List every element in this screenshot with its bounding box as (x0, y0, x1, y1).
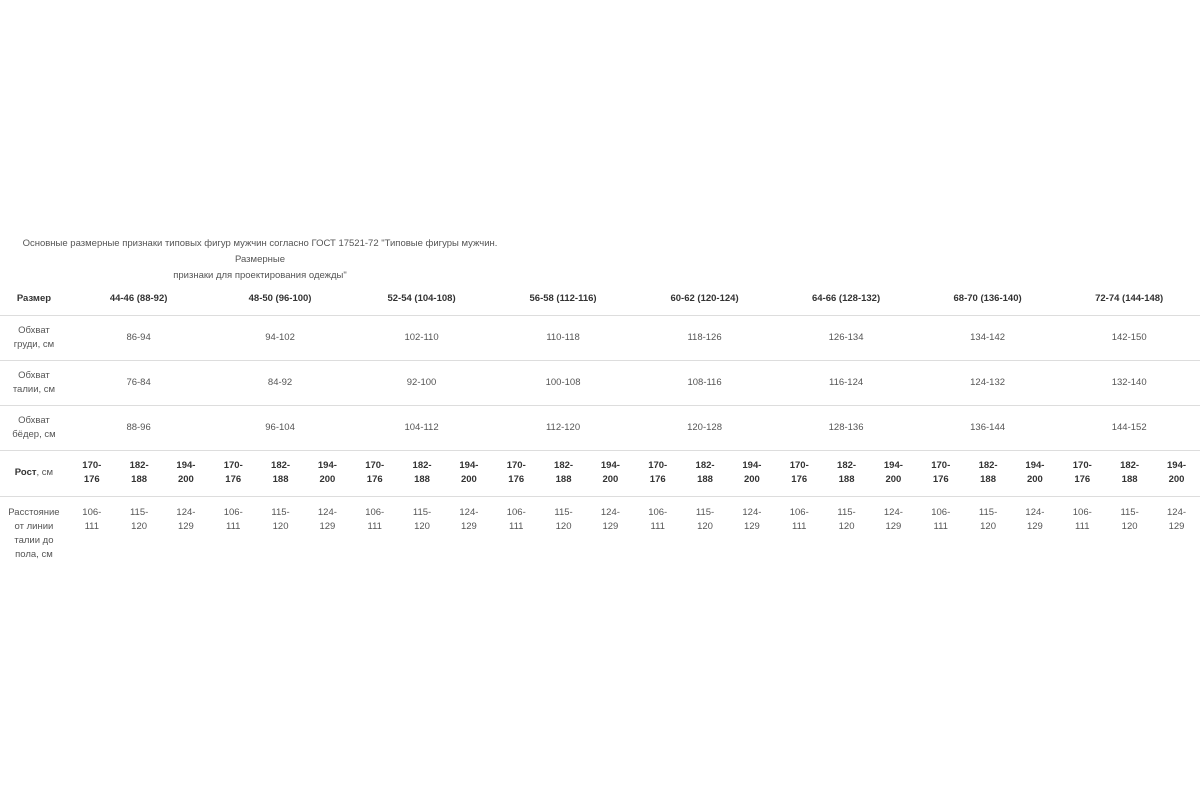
distance-cell-from: 124- (1025, 506, 1045, 518)
height-cell-from: 182- (978, 460, 998, 471)
distance-cell-to: 129 (460, 520, 477, 532)
distance-cell (492, 496, 540, 562)
height-cell-to: 188 (555, 474, 572, 485)
distance-cell-to: 120 (697, 520, 713, 532)
distance-cell-to: 120 (555, 520, 572, 532)
height-cell-to: 200 (319, 474, 336, 485)
height-cell-to: 188 (697, 474, 713, 485)
measurement-cell: 128-136 (775, 405, 917, 450)
distance-cell-from: 115- (271, 506, 290, 518)
distance-cell-to: 129 (177, 520, 194, 532)
size-header-cell: 72-74 (144-148) (1058, 283, 1200, 315)
distance-cell-to: 120 (980, 520, 996, 532)
distance-cell (870, 496, 917, 562)
distance-cell (1106, 496, 1153, 562)
distance-cell-to: 111 (84, 520, 100, 532)
measurement-cell: 112-120 (492, 405, 633, 450)
measurement-row (0, 360, 1200, 405)
height-cell (775, 450, 823, 496)
distance-cell (634, 496, 682, 562)
distance-cell-from: 124- (459, 506, 479, 518)
size-header-label: Размер (0, 283, 68, 315)
measurement-cell: 132-140 (1058, 360, 1200, 405)
distance-cell-to: 111 (792, 520, 807, 532)
distance-cell-to: 111 (226, 520, 241, 532)
size-header-cell: 68-70 (136-140) (917, 283, 1059, 315)
distance-cell (587, 496, 634, 562)
distance-cell-to: 129 (1026, 520, 1043, 532)
height-cell-to: 200 (743, 474, 760, 485)
height-cell-from: 194- (459, 460, 479, 471)
measurement-cell: 104-112 (351, 405, 493, 450)
distance-cell (445, 496, 492, 562)
measurement-label (0, 315, 68, 360)
distance-cell-to: 111 (509, 520, 524, 532)
height-cell-to: 200 (460, 474, 477, 485)
measurement-cell: 118-126 (634, 315, 776, 360)
distance-cell (68, 496, 116, 562)
height-label-unit: , см (36, 467, 54, 478)
height-cell-from: 170- (365, 460, 385, 471)
height-cell-from: 170- (82, 460, 102, 471)
distance-cell-to: 129 (602, 520, 619, 532)
distance-cell-to: 111 (650, 520, 665, 532)
measurement-cell: 88-96 (68, 405, 209, 450)
distance-cell-from: 115- (695, 506, 715, 518)
height-cell-to: 188 (980, 474, 996, 485)
distance-cell-from: 106- (789, 506, 809, 518)
distance-cell-to: 111 (1075, 520, 1090, 532)
height-cell-to: 176 (791, 474, 808, 485)
distance-cell-to: 120 (272, 520, 289, 532)
height-cell (587, 450, 634, 496)
distance-row (0, 496, 1200, 562)
distance-cell (257, 496, 304, 562)
measurement-cell: 120-128 (634, 405, 776, 450)
distance-cell-from: 106- (1072, 506, 1092, 518)
measurement-cell: 108-116 (634, 360, 776, 405)
distance-cell-from: 115- (554, 506, 573, 518)
height-cell (399, 450, 446, 496)
distance-cell-from: 115- (412, 506, 432, 518)
height-cell (540, 450, 587, 496)
size-table (0, 283, 1200, 562)
distance-cell (1058, 496, 1106, 562)
size-header-cell: 60-62 (120-124) (634, 283, 776, 315)
height-label (0, 450, 68, 496)
measurement-label-line2: бёдер, см (12, 428, 56, 440)
height-cell-from: 170- (789, 460, 809, 471)
distance-cell-from: 124- (883, 506, 903, 518)
height-cell-from: 194- (600, 460, 620, 471)
height-cell-to: 176 (366, 474, 383, 485)
distance-cell-from: 124- (317, 506, 337, 518)
distance-cell-from: 115- (129, 506, 149, 518)
measurement-cell: 76-84 (68, 360, 209, 405)
height-cell (492, 450, 540, 496)
size-header-cell: 48-50 (96-100) (209, 283, 350, 315)
height-cell (163, 450, 210, 496)
height-cell-to: 176 (508, 474, 525, 485)
measurement-label (0, 360, 68, 405)
measurement-cell: 110-118 (492, 315, 633, 360)
height-cell-to: 188 (1121, 474, 1138, 485)
height-cell-to: 176 (225, 474, 242, 485)
height-cell (304, 450, 351, 496)
height-cell-from: 170- (931, 460, 951, 471)
measurement-cell: 86-94 (68, 315, 209, 360)
distance-cell (1012, 496, 1059, 562)
height-cell-to: 188 (131, 474, 148, 485)
height-cell-from: 194- (883, 460, 903, 471)
height-cell (870, 450, 917, 496)
height-cell (351, 450, 399, 496)
distance-cell-from: 124- (176, 506, 196, 518)
height-cell-from: 182- (837, 460, 857, 471)
height-cell-from: 194- (317, 460, 337, 471)
measurement-label (0, 405, 68, 450)
measurement-cell: 136-144 (917, 405, 1059, 450)
measurement-cell: 96-104 (209, 405, 350, 450)
measurement-cell: 144-152 (1058, 405, 1200, 450)
measurement-label-line1: Обхват (18, 369, 50, 381)
height-cell-from: 170- (648, 460, 668, 471)
measurement-label-line2: талии, см (12, 383, 56, 395)
distance-cell-to: 129 (743, 520, 760, 532)
height-cell (917, 450, 965, 496)
height-cell-from: 182- (695, 460, 715, 471)
height-cell (116, 450, 163, 496)
distance-cell-from: 124- (742, 506, 762, 518)
distance-label-line: от линии (14, 520, 54, 532)
height-cell (445, 450, 492, 496)
measurement-row (0, 315, 1200, 360)
distance-label-line: Расстояние (8, 506, 60, 518)
distance-cell (965, 496, 1012, 562)
distance-cell-to: 120 (414, 520, 430, 532)
height-cell (728, 450, 775, 496)
distance-cell-from: 115- (1120, 506, 1139, 518)
distance-cell-to: 129 (319, 520, 336, 532)
height-cell (823, 450, 870, 496)
height-cell (209, 450, 257, 496)
height-cell-to: 200 (1168, 474, 1185, 485)
height-cell-to: 188 (838, 474, 855, 485)
measurement-cell: 102-110 (351, 315, 493, 360)
distance-cell-to: 111 (933, 520, 948, 532)
distance-cell (304, 496, 351, 562)
height-cell (634, 450, 682, 496)
distance-cell-from: 106- (82, 506, 102, 518)
distance-cell-from: 106- (648, 506, 668, 518)
measurement-cell: 124-132 (917, 360, 1059, 405)
distance-cell-from: 124- (600, 506, 620, 518)
distance-label (0, 496, 68, 562)
distance-cell-from: 115- (978, 506, 998, 518)
table-caption (0, 236, 520, 284)
size-header-cell: 52-54 (104-108) (351, 283, 493, 315)
height-cell (965, 450, 1012, 496)
measurement-cell: 84-92 (209, 360, 350, 405)
measurement-cell: 92-100 (351, 360, 493, 405)
distance-cell-to: 120 (1121, 520, 1138, 532)
distance-cell-from: 106- (365, 506, 385, 518)
height-cell (68, 450, 116, 496)
distance-cell-from: 106- (223, 506, 243, 518)
distance-cell-to: 120 (838, 520, 855, 532)
height-cell-to: 200 (602, 474, 619, 485)
height-cell (1153, 450, 1200, 496)
height-cell-from: 182- (554, 460, 574, 471)
height-cell-from: 170- (223, 460, 243, 471)
distance-cell-to: 129 (885, 520, 902, 532)
measurement-row (0, 405, 1200, 450)
height-cell-from: 182- (129, 460, 149, 471)
height-cell-to: 188 (272, 474, 289, 485)
distance-cell-to: 111 (367, 520, 382, 532)
measurement-cell: 94-102 (209, 315, 350, 360)
height-cell-to: 176 (932, 474, 949, 485)
measurement-label-line2: груди, см (13, 338, 55, 350)
height-cell-from: 182- (1120, 460, 1140, 471)
distance-cell-from: 124- (1167, 506, 1187, 518)
height-cell (1058, 450, 1106, 496)
height-cell-from: 182- (412, 460, 432, 471)
distance-cell-from: 115- (837, 506, 856, 518)
measurement-cell: 134-142 (917, 315, 1059, 360)
distance-cell (351, 496, 399, 562)
distance-cell (163, 496, 210, 562)
height-cell-to: 200 (885, 474, 902, 485)
distance-cell (917, 496, 965, 562)
height-cell-from: 170- (1072, 460, 1092, 471)
height-cell-to: 200 (1026, 474, 1043, 485)
height-cell-from: 194- (742, 460, 762, 471)
distance-cell (540, 496, 587, 562)
height-cell (1012, 450, 1059, 496)
height-cell-to: 200 (177, 474, 194, 485)
size-header-cell: 64-66 (128-132) (775, 283, 917, 315)
height-label-bold: Рост (14, 467, 37, 478)
measurement-cell: 142-150 (1058, 315, 1200, 360)
measurement-cell: 126-134 (775, 315, 917, 360)
distance-cell (209, 496, 257, 562)
measurement-label-line1: Обхват (18, 324, 50, 336)
measurement-label-line1: Обхват (18, 414, 50, 426)
distance-cell (1153, 496, 1200, 562)
height-cell (1106, 450, 1153, 496)
distance-cell (682, 496, 729, 562)
distance-label-line: талии до (14, 534, 54, 546)
height-cell-from: 170- (506, 460, 526, 471)
height-cell (682, 450, 729, 496)
caption-line-2: признаки для проектирования одежды" (173, 270, 347, 281)
height-cell-from: 194- (1025, 460, 1045, 471)
height-cell (257, 450, 304, 496)
distance-cell-from: 106- (931, 506, 951, 518)
distance-cell (823, 496, 870, 562)
height-cell-to: 176 (1074, 474, 1091, 485)
height-cell-to: 176 (83, 474, 100, 485)
size-header-row (0, 283, 1200, 315)
distance-label-line: пола, см (15, 548, 53, 560)
size-header-cell: 56-58 (112-116) (492, 283, 633, 315)
height-cell-to: 176 (649, 474, 666, 485)
caption-line-1: Основные размерные признаки типовых фигур мужчин согласно ГОСТ 17521-72 "Типовые фигуры мужчин. Размерные (22, 238, 498, 265)
size-header-cell: 44-46 (88-92) (68, 283, 209, 315)
distance-cell (775, 496, 823, 562)
height-cell-to: 188 (414, 474, 430, 485)
distance-cell (116, 496, 163, 562)
distance-cell-from: 106- (506, 506, 526, 518)
distance-cell-to: 120 (131, 520, 148, 532)
height-row (0, 450, 1200, 496)
height-cell-from: 182- (271, 460, 291, 471)
height-cell-from: 194- (1167, 460, 1187, 471)
distance-cell (728, 496, 775, 562)
measurement-cell: 100-108 (492, 360, 633, 405)
measurement-cell: 116-124 (775, 360, 917, 405)
distance-cell-to: 129 (1168, 520, 1185, 532)
height-cell-from: 194- (176, 460, 196, 471)
distance-cell (399, 496, 446, 562)
